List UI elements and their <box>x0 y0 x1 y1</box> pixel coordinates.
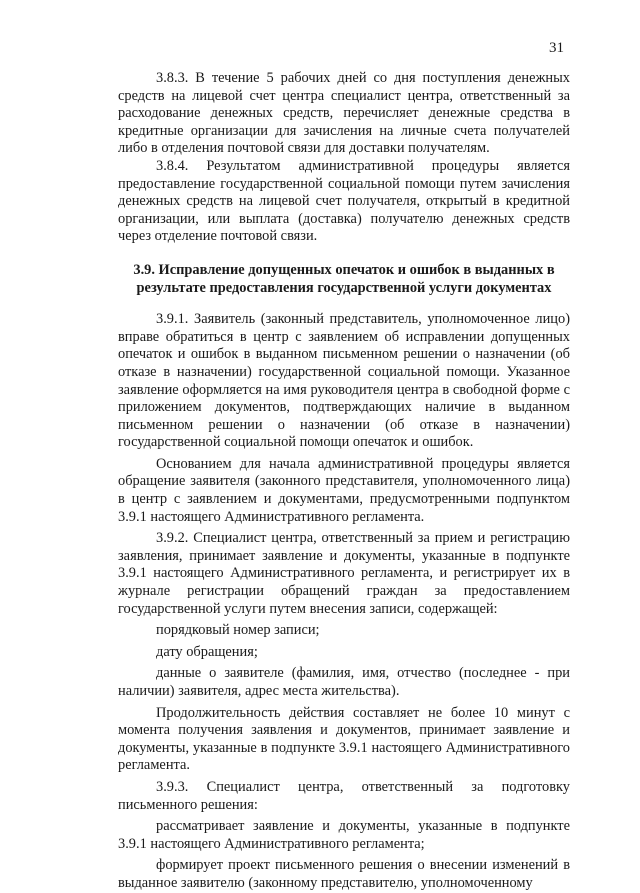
paragraph-3-9-1: 3.9.1. Заявитель (законный представитель, уполномоченное лицо) вправе обратиться в центр с заявлением об исправлении допущенных опечаток и ошибок в выданном письменном решении о назначении (об отказе в назначении) государственной социальной помощи. Указанное заявление оформляется на имя руководителя центра в свободной форме с приложением документов, подтверждающих наличие в выданном письменном решении о назначении (об отказе в назначении) государственной социальной помощи опечаток и ошибок. <box>118 311 570 451</box>
paragraph-duration: Продолжительность действия составляет не более 10 минут с момента получения заявления и документов, принимает заявление и документы, указанные в подпункте 3.9.1 настоящего Административного регламента. <box>118 704 570 774</box>
list-item-record-number: порядковый номер записи; <box>156 622 320 639</box>
document-body <box>118 70 570 893</box>
paragraph-3-8-3: 3.8.3. В течение 5 рабочих дней со дня поступления денежных средств на лицевой счет центра специалист центра, ответственный за расходование денежных средств, перечисляет денежные средства в кредитные организации для зачисления на личные счета получателей либо в отделения почтовой связи для доставки получателям. <box>118 70 570 157</box>
paragraph-3-8-4: 3.8.4. Результатом административной процедуры является предоставление государственной социальной помощи путем зачисления денежных средств на лицевой счет получателя, открытый в кредитной организации, или выплата (доставка) получателю денежных средств через отделение почтовой связи. <box>118 157 570 245</box>
list-item-forms-draft: формирует проект письменного решения о внесении изменений в выданное заявителю (законному представителю, уполномоченному <box>118 857 570 891</box>
paragraph-3-9-3: 3.9.3. Специалист центра, ответственный за подготовку письменного решения: <box>118 778 570 813</box>
paragraph-basis: Основанием для начала административной процедуры является обращение заявителя (законного представителя, уполномоченного лица) в центр с заявлением и документами, предусмотренными подпунктом 3.9.1 настоящего Административного регламента. <box>118 455 570 525</box>
list-item-applicant-data: данные о заявителе (фамилия, имя, отчество (последнее - при наличии) заявителя, адрес места жительства). <box>118 665 570 699</box>
page-number: 31 <box>549 40 564 56</box>
list-item-date: дату обращения; <box>156 643 258 660</box>
paragraph-3-9-2: 3.9.2. Специалист центра, ответственный за прием и регистрацию заявления, принимает заявление и документы, указанные в подпункте 3.9.1 настоящего Административного регламента, и регистрирует их в журнале регистрации обращений граждан за предоставлением государственной услуги путем внесения записи, содержащей: <box>118 530 570 617</box>
list-item-reviews: рассматривает заявление и документы, указанные в подпункте 3.9.1 настоящего Административного регламента; <box>118 818 570 852</box>
section-heading-3-9: 3.9. Исправление допущенных опечаток и ошибок в выданных в результате предоставления государственной услуги документах <box>133 261 555 296</box>
